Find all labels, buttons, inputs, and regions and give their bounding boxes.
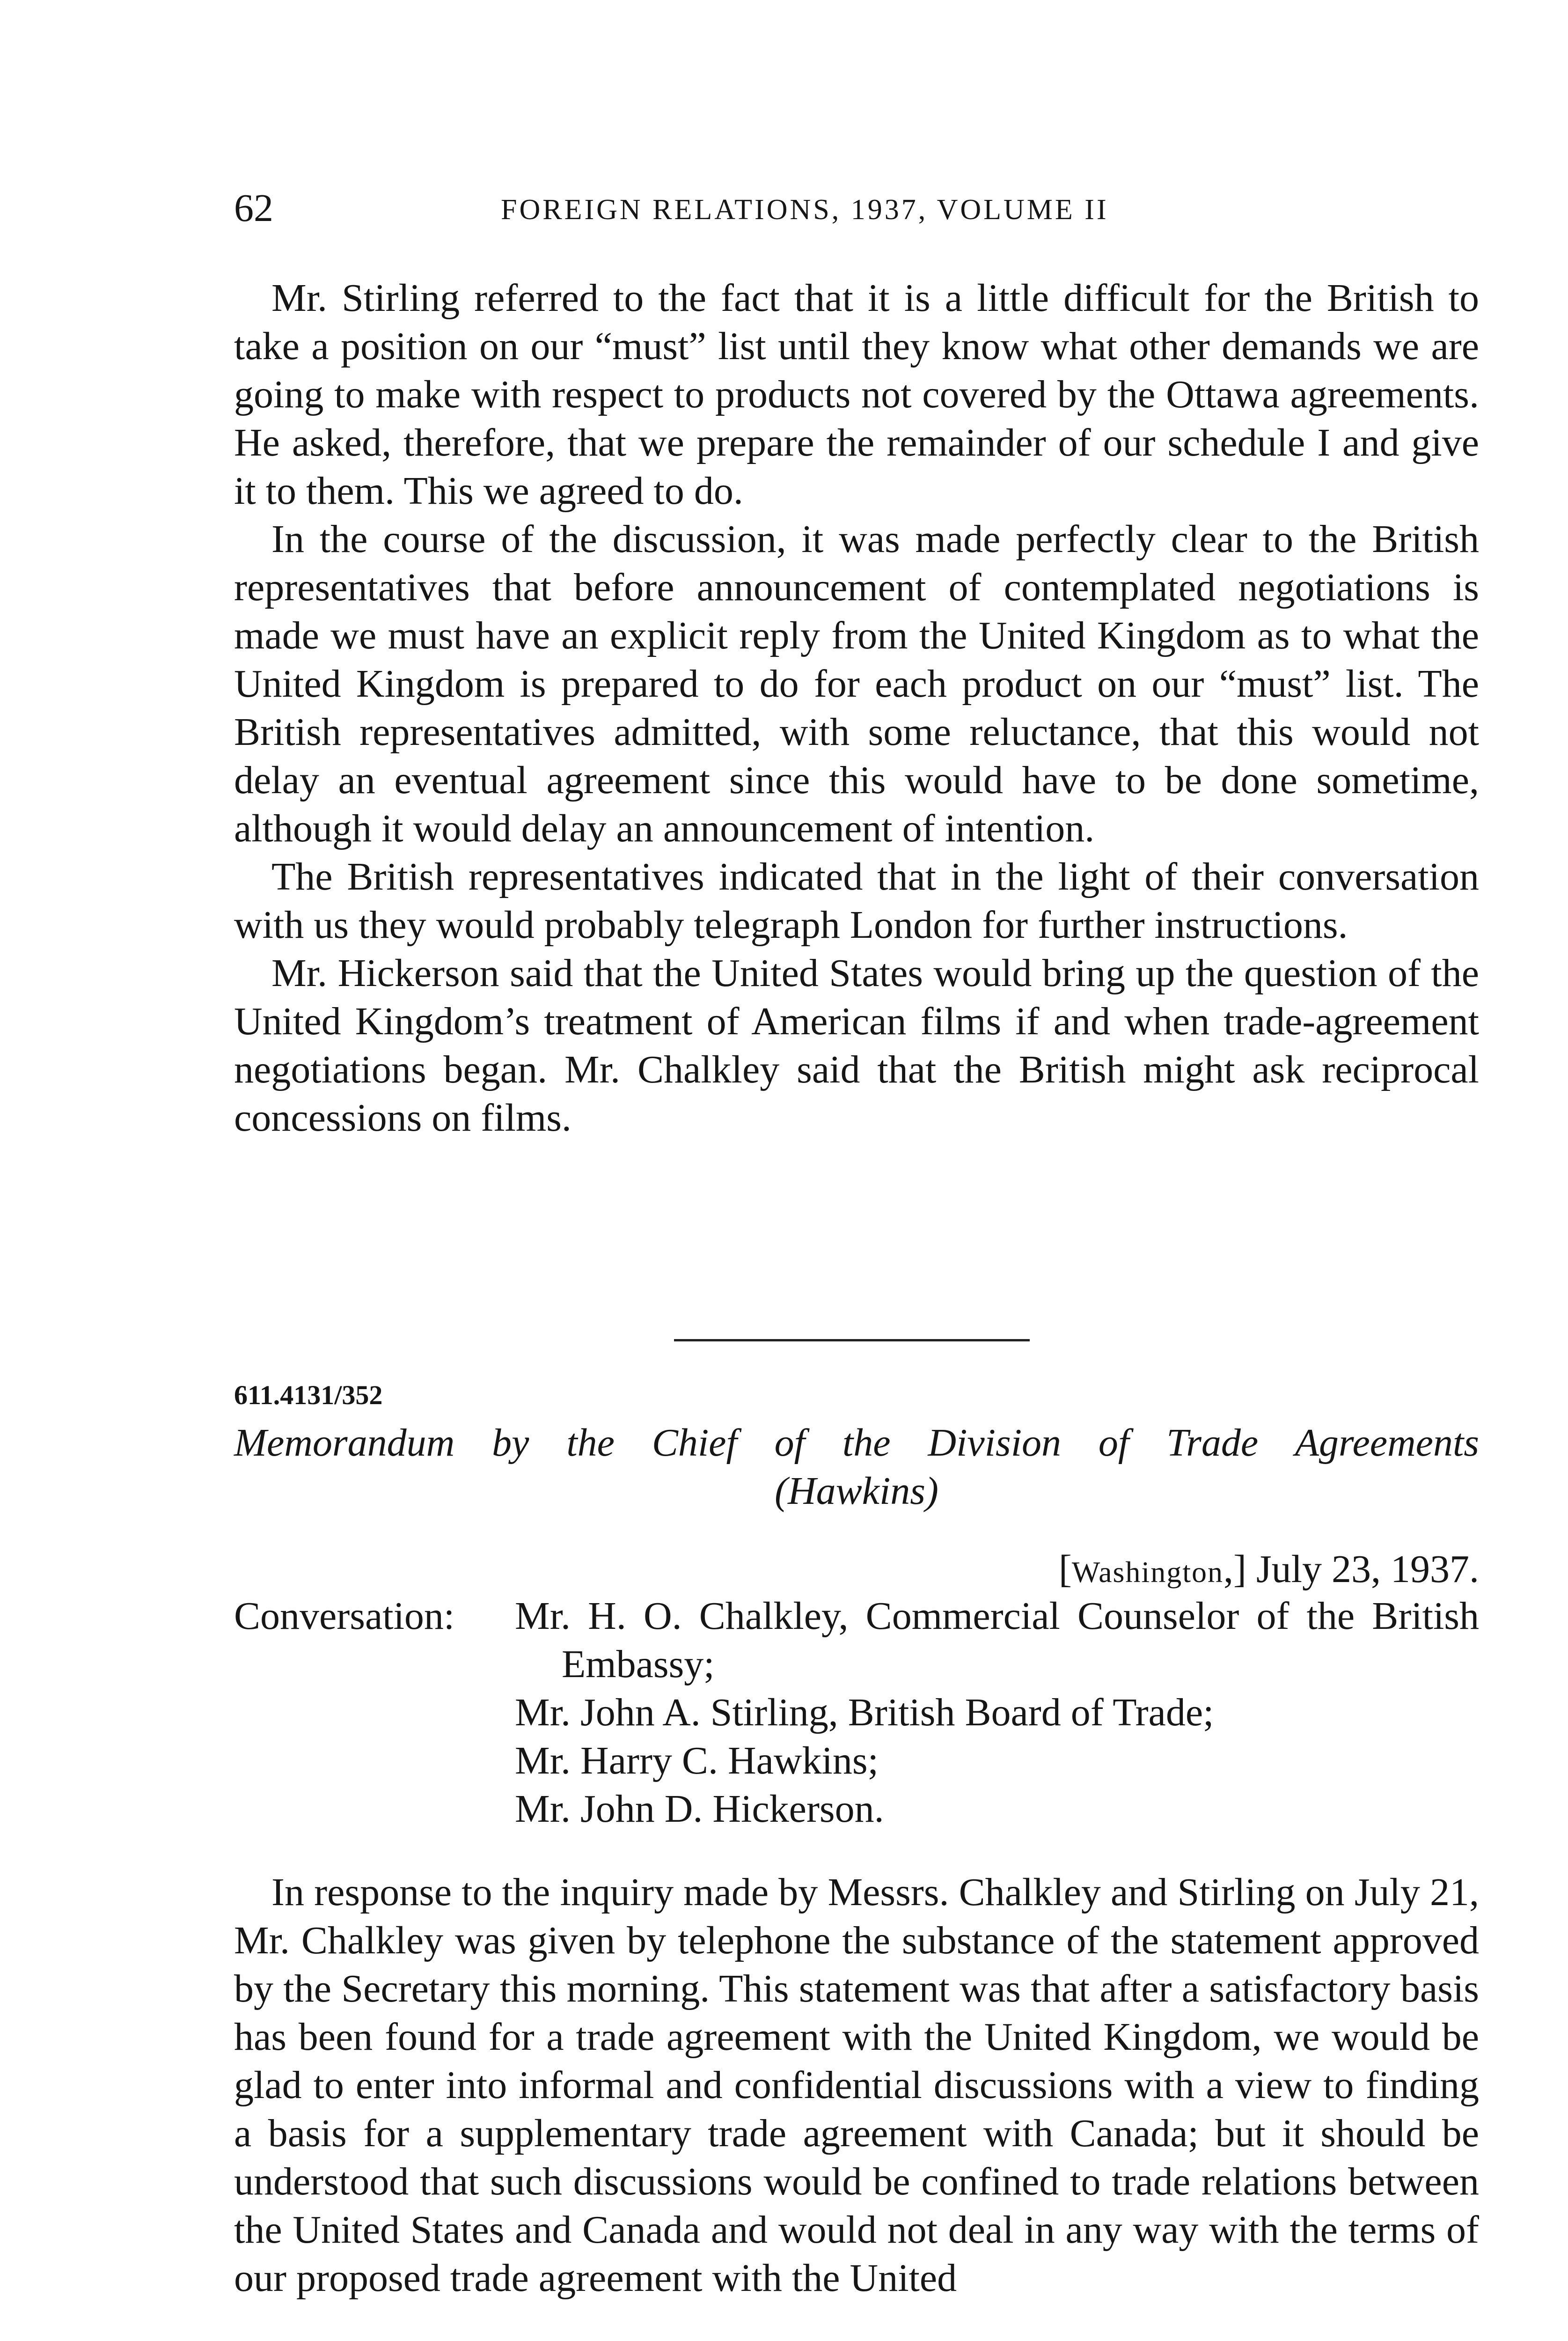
paragraph: In the course of the discussion, it was made perfectly clear to the British representatives that before announcement of contemplated negotiations is made we must have an explicit reply from the United Kingdom as to what the United Kingdom is prepared to do for each product on our “must” list. The British representatives admitted, with some reluctance, that this would not delay an eventual agreement since this would have to be done sometime, although it would delay an announcement of intention. (234, 517, 1479, 850)
participants-list (515, 1592, 1479, 1833)
dateline (234, 1545, 1479, 1596)
memo-title-line: Memorandum by the Chief of the Division of Trade Agreements (234, 1421, 1479, 1465)
memo-title-author: (Hawkins) (775, 1469, 938, 1513)
paragraph: Mr. Hickerson said that the United States would bring up the question of the United Kingdom’s treatment of American films if and when trade-agreement negotiations began. Mr. Chalkley said that the British might ask reciprocal concessions on films. (234, 951, 1479, 1140)
running-head: FOREIGN RELATIONS, 1937, VOLUME II (501, 194, 1109, 226)
dateline-bracket-close: ,] (1223, 1547, 1246, 1591)
memorandum-continuation (234, 274, 1479, 1142)
page-header (234, 180, 1479, 236)
section-divider (674, 1339, 1030, 1341)
paragraph: Mr. Stirling referred to the fact that it is a little difficult for the British to take a position on our “must” list until they know what other demands we are going to make with respect to products not covered by the Ottawa agreements. He asked, therefore, that we prepare the remainder of our schedule I and give it to them. This we agreed to do. (234, 276, 1479, 513)
file-number: 611.4131/352 (234, 1380, 383, 1410)
participant: Mr. John A. Stirling, British Board of Trade; (515, 1691, 1214, 1734)
page-number: 62 (234, 186, 273, 230)
dateline-date: July 23, 1937. (1246, 1547, 1479, 1591)
memo-title (234, 1419, 1479, 1515)
paragraph: In response to the inquiry made by Messrs. Chalkley and Stirling on July 21, Mr. Chalkley was given by telephone the substance of the statement approved by the Secretary this morning. This statement was that after a satisfactory basis has been found for a trade agreement with the United Kingdom, we would be glad to enter into informal and confidential discussions with a view to finding a basis for a supplementary trade agreement with Canada; but it should be understood that such discussions would be confined to trade relations between the United States and Canada and would not deal in any way with the terms of our proposed trade agreement with the United (234, 1870, 1479, 2300)
memorandum-body (234, 1868, 1479, 2302)
conversation-label: Conversation: (234, 1594, 455, 1638)
paragraph: The British representatives indicated that in the light of their conversation with us they would probably telegraph London for further instructions. (234, 855, 1479, 947)
dateline-place: Washington (1071, 1555, 1224, 1589)
participant: Mr. John D. Hickerson. (515, 1787, 884, 1831)
dateline-bracket-open: [ (1058, 1547, 1072, 1591)
participant: Mr. H. O. Chalkley, Commercial Counselor of the British Embassy; (515, 1594, 1479, 1686)
participant: Mr. Harry C. Hawkins; (515, 1739, 879, 1782)
